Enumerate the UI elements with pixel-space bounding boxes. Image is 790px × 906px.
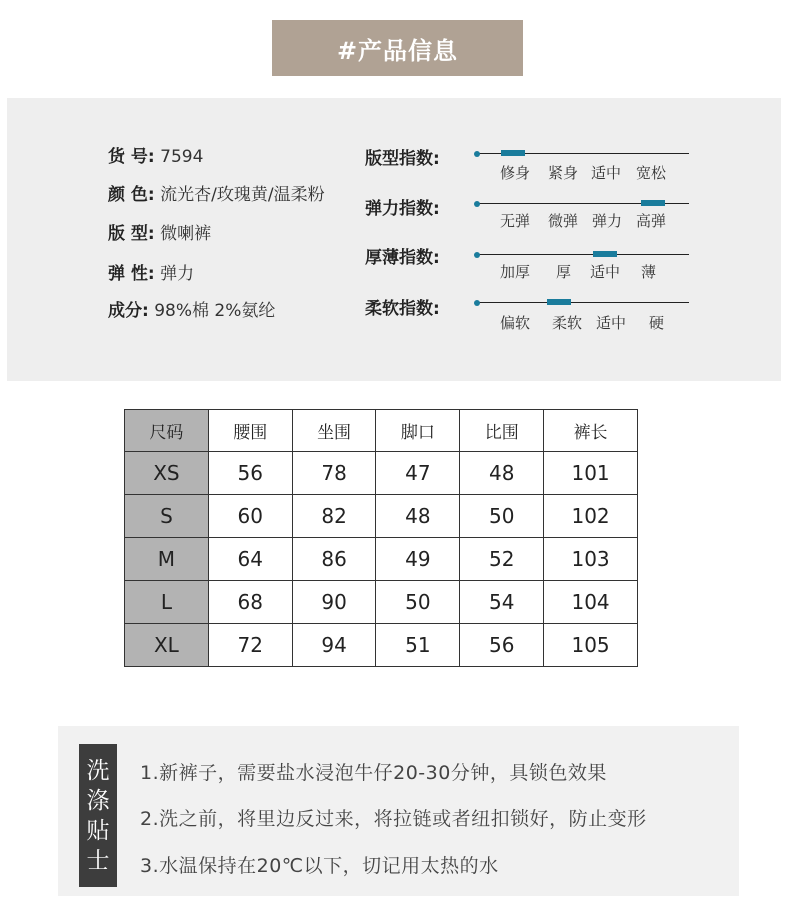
product-info-title: #产品信息 — [272, 20, 523, 76]
size-label-cell: XL — [125, 624, 209, 667]
wash-tip-1: 1.新裤子，需要盐水浸泡牛仔20-30分钟，具锁色效果 — [140, 762, 607, 784]
wash-tip-3: 3.水温保持在20℃以下，切记用太热的水 — [140, 855, 499, 877]
scale-option: 薄 — [641, 263, 657, 281]
info-item-elasticity — [108, 259, 194, 284]
scale-bar-fit — [477, 153, 689, 154]
scale-option: 弹力 — [592, 212, 623, 230]
table-cell: 103 — [544, 538, 638, 581]
scale-indicator — [501, 150, 525, 156]
info-label: 颜 色: — [108, 185, 155, 205]
scale-start-dot — [474, 252, 480, 258]
table-cell: 52 — [460, 538, 544, 581]
wash-title-char: 贴 — [86, 817, 110, 844]
table-cell: 49 — [376, 538, 460, 581]
table-cell: 102 — [544, 495, 638, 538]
scale-indicator — [593, 251, 617, 257]
table-cell: 105 — [544, 624, 638, 667]
info-value: 弹力 — [160, 264, 195, 284]
info-item-color — [108, 180, 325, 205]
scale-option: 厚 — [556, 263, 572, 281]
scale-option: 适中 — [590, 263, 621, 281]
scale-bar-elasticity — [477, 203, 689, 204]
scale-option: 无弹 — [500, 212, 531, 230]
scale-title-thickness: 厚薄指数: — [365, 248, 440, 268]
scale-start-dot — [474, 151, 480, 157]
table-cell: 68 — [208, 581, 292, 624]
scale-start-dot — [474, 201, 480, 207]
table-cell: 82 — [292, 495, 376, 538]
scale-option: 微弹 — [548, 212, 579, 230]
scale-option: 紧身 — [548, 164, 579, 182]
info-label: 成分: — [108, 301, 149, 321]
table-header-cell: 脚口 — [376, 410, 460, 452]
info-item-fit — [108, 219, 211, 244]
info-item-style-no — [108, 142, 203, 167]
info-item-composition — [108, 296, 275, 321]
table-cell: 72 — [208, 624, 292, 667]
table-header-cell: 坐围 — [292, 410, 376, 452]
scale-bar-thickness — [477, 254, 689, 255]
wash-title-char: 洗 — [86, 757, 110, 784]
table-cell: 86 — [292, 538, 376, 581]
scale-options-fit — [490, 162, 690, 184]
table-row — [125, 581, 638, 624]
wash-title-char: 士 — [86, 847, 110, 874]
table-header-cell: 比围 — [460, 410, 544, 452]
size-label-cell: M — [125, 538, 209, 581]
table-cell: 48 — [460, 452, 544, 495]
info-value: 98%棉 2%氨纶 — [154, 301, 276, 321]
info-label: 版 型: — [108, 224, 155, 244]
scale-option: 适中 — [596, 314, 627, 332]
table-row — [125, 495, 638, 538]
scale-title-elasticity: 弹力指数: — [365, 199, 440, 219]
wash-tip-2: 2.洗之前，将里边反过来，将拉链或者纽扣锁好，防止变形 — [140, 808, 647, 830]
table-cell: 47 — [376, 452, 460, 495]
table-cell: 78 — [292, 452, 376, 495]
table-header-cell: 腰围 — [208, 410, 292, 452]
table-cell: 50 — [376, 581, 460, 624]
info-value: 微喇裤 — [160, 224, 212, 244]
table-cell: 94 — [292, 624, 376, 667]
scale-options-softness — [490, 312, 690, 334]
scale-indicator — [547, 299, 571, 305]
info-value: 7594 — [160, 147, 204, 167]
table-cell: 56 — [460, 624, 544, 667]
table-cell: 90 — [292, 581, 376, 624]
table-cell: 50 — [460, 495, 544, 538]
table-header-cell: 尺码 — [125, 410, 209, 452]
table-cell: 60 — [208, 495, 292, 538]
size-label-cell: S — [125, 495, 209, 538]
table-cell: 54 — [460, 581, 544, 624]
table-cell: 104 — [544, 581, 638, 624]
scale-options-elasticity — [490, 210, 690, 232]
scale-option: 适中 — [591, 164, 622, 182]
table-header-row — [125, 410, 638, 452]
scale-option: 加厚 — [500, 263, 531, 281]
table-row — [125, 538, 638, 581]
wash-title-char: 涤 — [86, 787, 110, 814]
scale-option: 宽松 — [636, 164, 667, 182]
size-label-cell: XS — [125, 452, 209, 495]
table-cell: 51 — [376, 624, 460, 667]
wash-tips-title — [79, 744, 117, 887]
table-row — [125, 624, 638, 667]
table-cell: 48 — [376, 495, 460, 538]
table-cell: 56 — [208, 452, 292, 495]
table-cell: 64 — [208, 538, 292, 581]
scale-option: 柔软 — [552, 314, 583, 332]
scale-options-thickness — [490, 261, 690, 283]
size-label-cell: L — [125, 581, 209, 624]
scale-indicator — [641, 200, 665, 206]
info-label: 弹 性: — [108, 264, 155, 284]
scale-title-fit: 版型指数: — [365, 149, 440, 169]
table-cell: 101 — [544, 452, 638, 495]
scale-option: 修身 — [500, 164, 531, 182]
info-label: 货 号: — [108, 147, 155, 167]
info-value: 流光杏/玫瑰黄/温柔粉 — [160, 185, 325, 205]
table-header-cell: 裤长 — [544, 410, 638, 452]
scale-title-softness: 柔软指数: — [365, 299, 440, 319]
scale-option: 硬 — [649, 314, 665, 332]
scale-option: 高弹 — [636, 212, 667, 230]
table-row — [125, 452, 638, 495]
scale-start-dot — [474, 300, 480, 306]
scale-option: 偏软 — [500, 314, 531, 332]
size-chart-table — [124, 409, 638, 667]
scale-bar-softness — [477, 302, 689, 303]
